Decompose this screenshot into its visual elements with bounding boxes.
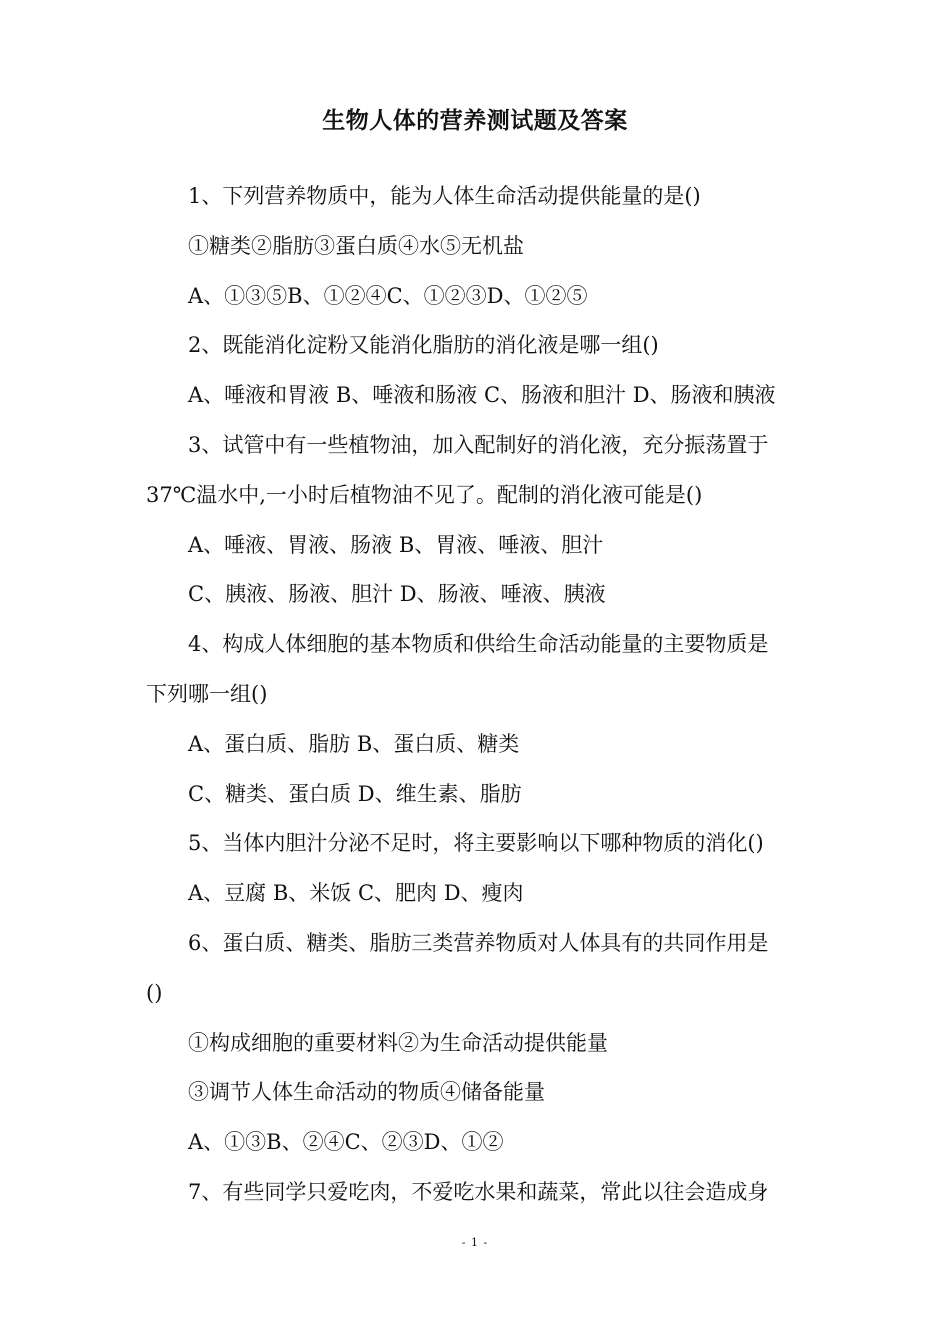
text-line: 4、构成人体细胞的基本物质和供给生命活动能量的主要物质是: [188, 632, 769, 657]
document-body: [146, 172, 810, 1218]
text-line: ①构成细胞的重要材料②为生命活动提供能量: [188, 1030, 608, 1055]
text-line: (): [146, 980, 163, 1005]
text-line: ③调节人体生命活动的物质④储备能量: [188, 1080, 545, 1105]
text-line: 3、试管中有一些植物油，加入配制好的消化液，充分振荡置于: [188, 432, 769, 457]
text-line: 2、既能消化淀粉又能消化脂肪的消化液是哪一组(): [188, 333, 659, 358]
text-line: C、胰液、肠液、胆汁 D、肠液、唾液、胰液: [188, 582, 606, 607]
text-line: A、唾液和胃液 B、唾液和肠液 C、肠液和胆汁 D、肠液和胰液: [188, 383, 776, 408]
text-line: ①糖类②脂肪③蛋白质④水⑤无机盐: [188, 233, 524, 258]
text-line: 1、下列营养物质中，能为人体生命活动提供能量的是(): [188, 184, 701, 208]
text-line: 6、蛋白质、糖类、脂肪三类营养物质对人体具有的共同作用是: [188, 930, 769, 955]
text-line: C、糖类、蛋白质 D、维生素、脂肪: [188, 781, 522, 806]
page-number: - 1 -: [461, 1236, 489, 1249]
document-title: 生物人体的营养测试题及答案: [322, 108, 628, 134]
text-line: 7、有些同学只爱吃肉，不爱吃水果和蔬菜，常此以往会造成身: [188, 1179, 769, 1204]
text-line: A、唾液、胃液、肠液 B、胃液、唾液、胆汁: [188, 532, 604, 557]
text-line: 5、当体内胆汁分泌不足时，将主要影响以下哪种物质的消化(): [188, 831, 764, 856]
text-line: A、蛋白质、脂肪 B、蛋白质、糖类: [188, 731, 520, 756]
text-line: 下列哪一组(): [146, 681, 268, 706]
text-line: A、豆腐 B、米饭 C、肥肉 D、瘦肉: [188, 881, 524, 906]
text-line: 37℃温水中,一小时后植物油不见了。配制的消化液可能是(): [146, 482, 703, 507]
text-line: A、①③B、②④C、②③D、①②: [188, 1130, 504, 1155]
text-line: A、①③⑤B、①②④C、①②③D、①②⑤: [188, 283, 588, 308]
